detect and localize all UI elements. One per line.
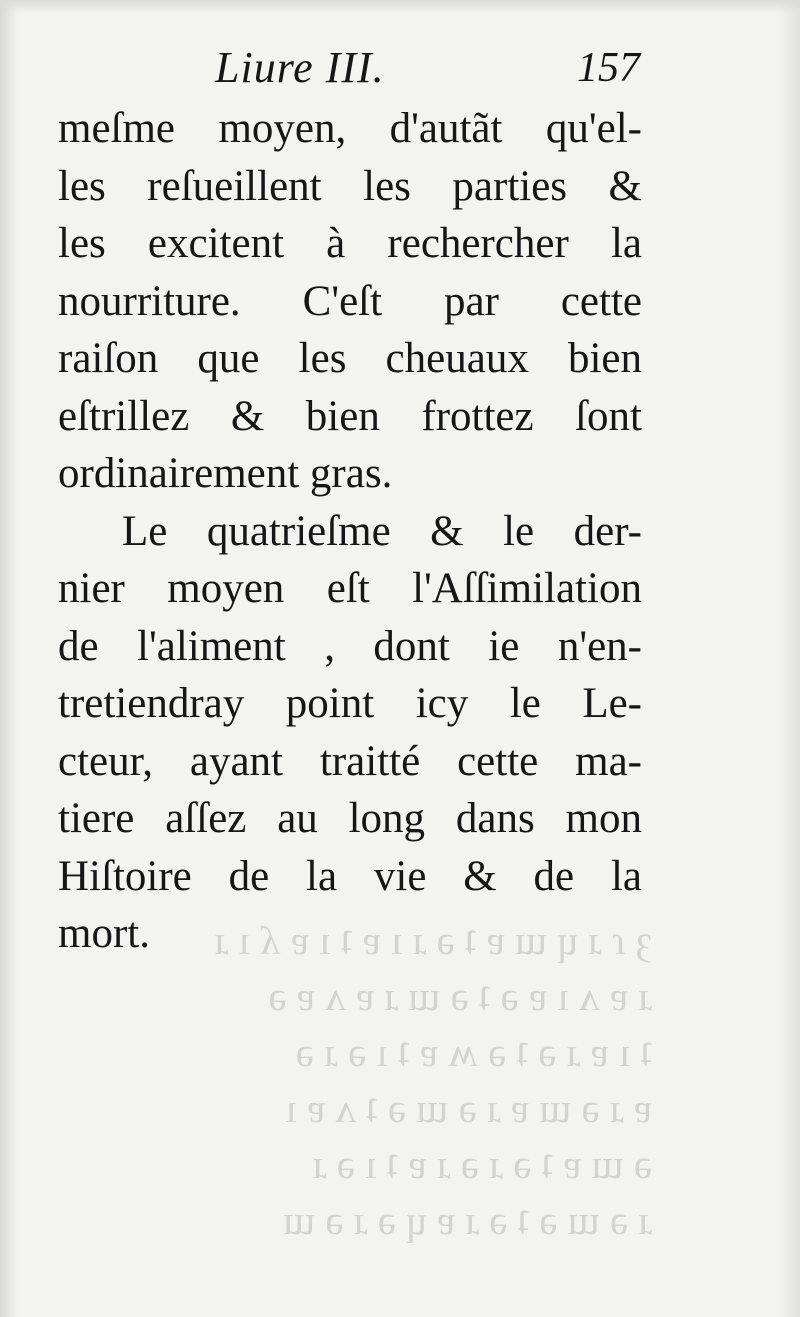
text-line: nourriture. C'eſt par cette	[58, 277, 642, 325]
text-line: nier moyen eſt l'Aſſimilation	[58, 565, 642, 612]
text-line: ordinairement gras.	[58, 450, 393, 497]
page-edge-shadow-right	[778, 0, 800, 1317]
text-line: eſtrillez & bien frottez ſont	[58, 392, 642, 440]
text-line: mort.	[58, 910, 150, 957]
text-line: raiſon que les cheuaux bien	[58, 335, 642, 382]
text-line: de l'aliment , dont ie n'en-	[58, 622, 642, 670]
body-text	[58, 100, 642, 963]
text-line: les reſueillent les parties &	[58, 162, 642, 210]
paragraph-first-line: Le quatrieſme & le der-	[122, 507, 642, 555]
text-line: Hiſtoire de la vie & de la	[58, 852, 642, 900]
text-line: tiere aſſez au long dans mon	[58, 795, 642, 842]
running-head	[60, 38, 640, 98]
text-line: cteur, ayant traitté cette ma-	[58, 737, 642, 785]
page-edge-shadow-top	[0, 0, 800, 14]
page-edge-shadow-left	[0, 0, 18, 1317]
show-through-texture: ȝ ɾ ɹ ɥ ɯ ɐ ʇ ǝ ɹ ı ɐ ʇ ı ɐ ʎ ı ɹ ɹ ɐ ʌ ı ɐ ǝ ʇ ǝ ɯ ɹ ɐ ʌ ɐ ǝ ʇ ı ɐ ɹ ǝ ʇ ǝ ʍ ɐ ʇ ı ǝ ɹ ǝ ɐ ɹ ǝ ɯ ɐ ɹ ǝ ɯ ǝ ʇ ʌ ɐ ı ǝ ɯ ɐ ʇ ǝ ɹ ǝ ɹ ɐ ʇ ı ǝ ɹ ɹ ǝ ɯ ǝ ʇ ǝ ɹ ɐ ɥ ǝ ɹ ǝ ɯ	[214, 917, 652, 1243]
text-line: les excitent à rechercher la	[58, 220, 642, 267]
running-head-title: Liure III.	[215, 43, 385, 92]
text-line: tretiendray point icy le Le-	[58, 680, 642, 727]
page-number: 157	[577, 45, 640, 91]
text-line: meſme moyen, d'autãt qu'el-	[58, 105, 642, 152]
